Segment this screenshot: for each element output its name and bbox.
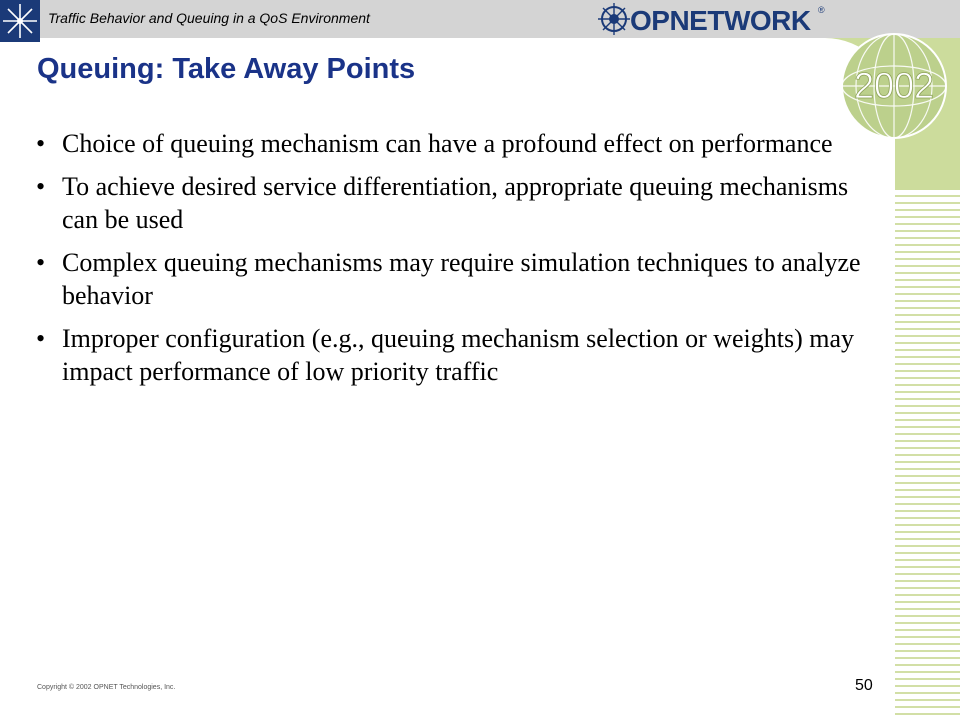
bullet-item <box>34 127 874 160</box>
page-title: Queuing: Take Away Points <box>37 53 416 85</box>
bullet-glyph: • <box>36 248 46 277</box>
bullet-text: Complex queuing mechanisms may require simulation techniques to analyze behavior <box>62 248 861 310</box>
brand-logo-text: OPNETWORK <box>630 5 811 36</box>
year-globe-badge <box>838 30 950 142</box>
bullet-text: Improper configuration (e.g., queuing mechanism selection or weights) may impact performance of low priority traffic <box>62 324 855 386</box>
copyright-notice: Copyright © 2002 OPNET Technologies, Inc. <box>37 684 176 691</box>
bullet-item <box>34 322 874 388</box>
bullet-text: To achieve desired service differentiation, appropriate queuing mechanisms can be used <box>62 172 849 234</box>
bullet-text: Choice of queuing mechanism can have a profound effect on performance <box>62 129 833 158</box>
bullet-glyph: • <box>36 129 46 158</box>
bullet-item <box>34 246 874 312</box>
bullet-glyph: • <box>36 324 46 353</box>
registered-mark: ® <box>818 5 825 15</box>
year-badge-text: 2002 <box>853 65 935 106</box>
logo-burst-icon <box>598 3 630 35</box>
corner-star-logo <box>0 0 40 42</box>
star-burst-icon <box>0 0 40 42</box>
bullet-item <box>34 170 874 236</box>
page-number: 50 <box>855 677 873 694</box>
presentation-subtitle: Traffic Behavior and Queuing in a QoS Environment <box>48 10 370 26</box>
bullet-glyph: • <box>36 172 46 201</box>
opnetwork-logo <box>596 0 832 38</box>
right-striped-panel <box>895 190 960 720</box>
bullet-list <box>34 127 874 398</box>
